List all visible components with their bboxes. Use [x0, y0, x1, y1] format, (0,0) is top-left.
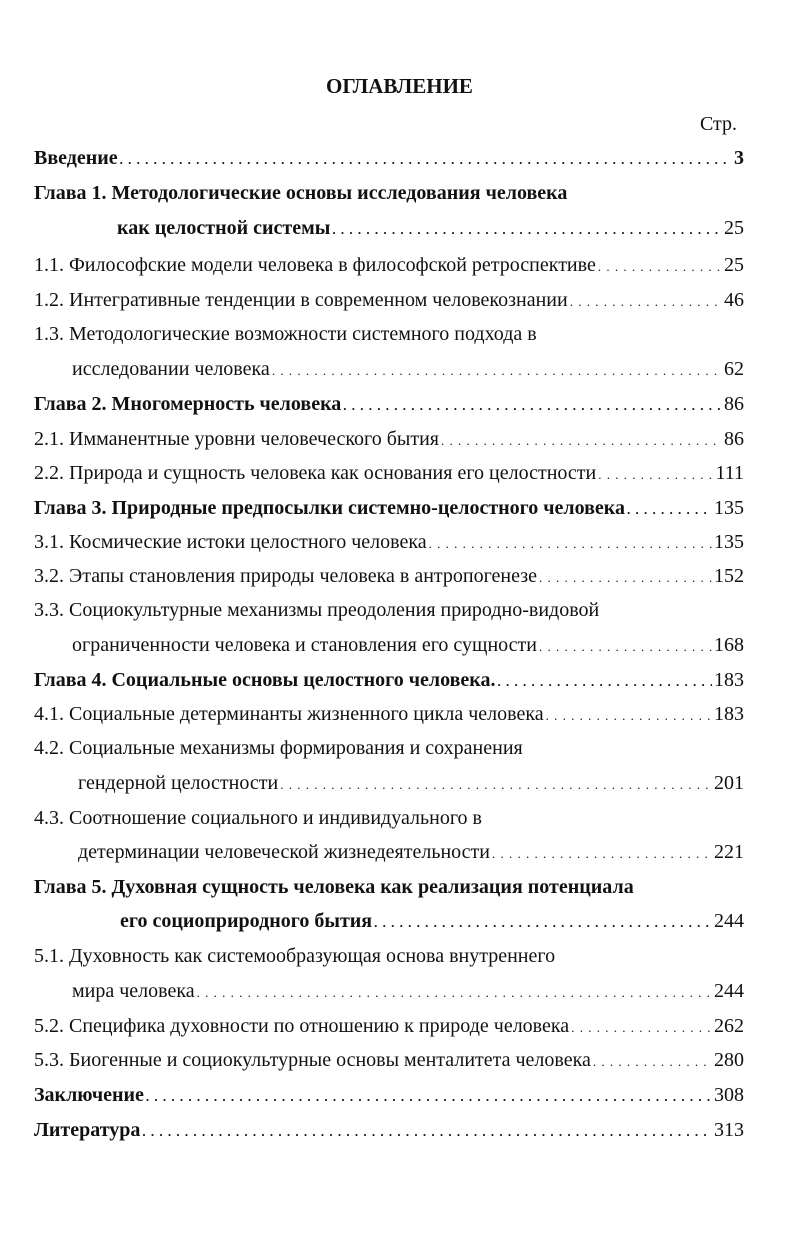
toc-entry-text: мира человека	[72, 980, 195, 1002]
leader-dots	[197, 979, 712, 1005]
toc-1-3-line1[interactable]: 1.3. Методологические возможности системного подхода в	[34, 323, 537, 345]
toc-entry-1-1[interactable]	[34, 253, 744, 279]
leader-dots	[429, 530, 712, 556]
leader-dots	[142, 1118, 712, 1144]
leader-dots	[539, 564, 712, 590]
toc-entry-text: детерминации человеческой жизнедеятельности	[78, 841, 490, 863]
leader-dots	[332, 216, 722, 242]
leader-dots	[280, 771, 712, 797]
toc-entry-page: 168	[714, 634, 744, 656]
toc-entry-1-3[interactable]	[72, 357, 744, 383]
leader-dots	[539, 633, 712, 659]
toc-entry-references[interactable]	[34, 1118, 744, 1144]
toc-entry-text: 4.1. Социальные детерминанты жизненного цикла человека	[34, 703, 544, 725]
toc-entry-text: 3.2. Этапы становления природы человека в антропогенезе	[34, 565, 538, 587]
toc-5-1-line1[interactable]: 5.1. Духовность как системообразующая основа внутреннего	[34, 945, 556, 967]
toc-entry-text: Глава 2. Многомерность человека	[34, 393, 342, 415]
leader-dots	[598, 253, 722, 279]
leader-dots	[120, 146, 732, 172]
toc-entry-page: 152	[714, 565, 744, 587]
toc-chapter-1-line1[interactable]: Глава 1. Методологические основы исследования человека	[34, 182, 568, 204]
toc-entry-text: ограниченности человека и становления его сущности	[72, 634, 537, 656]
leader-dots	[374, 909, 712, 935]
leader-dots	[498, 668, 713, 694]
toc-entry-text: 5.2. Специфика духовности по отношению к природе человека	[34, 1015, 570, 1037]
page-column-label: Стр.	[699, 113, 737, 135]
toc-entry-text: 1.2. Интегративные тенденции в современном человекознании	[34, 289, 568, 311]
leader-dots	[546, 702, 712, 728]
toc-entry-text: его социоприродного бытия	[120, 910, 373, 932]
toc-entry-page: 262	[714, 1015, 744, 1037]
toc-entry-chapter-4[interactable]	[34, 668, 744, 694]
leader-dots	[146, 1083, 712, 1109]
toc-entry-page: 244	[714, 980, 744, 1002]
toc-entry-page: 308	[714, 1084, 744, 1106]
toc-entry-page: 280	[714, 1049, 744, 1071]
toc-entry-text: 5.3. Биогенные и социокультурные основы менталитета человека	[34, 1049, 591, 1071]
toc-chapter-5-line1[interactable]: Глава 5. Духовная сущность человека как реализация потенциала	[34, 876, 634, 898]
toc-entry-5-1[interactable]	[72, 979, 744, 1005]
toc-entry-chapter-3[interactable]	[34, 496, 744, 522]
toc-entry-page: 135	[714, 497, 744, 519]
toc-entry-page: 62	[724, 358, 744, 380]
toc-entry-text: исследовании человека	[72, 358, 270, 380]
toc-entry-page: 183	[714, 669, 744, 691]
leader-dots	[571, 1014, 712, 1040]
toc-entry-text: Глава 3. Природные предпосылки системно-целостного человека	[34, 497, 626, 519]
toc-entry-text: гендерной целостности	[78, 772, 279, 794]
leader-dots	[343, 392, 722, 418]
toc-entry-page: 221	[714, 841, 744, 863]
toc-entry-text: 1.1. Философские модели человека в философской ретроспективе	[34, 254, 596, 276]
toc-entry-1-2[interactable]	[34, 288, 744, 314]
toc-entry-page: 201	[714, 772, 744, 794]
leader-dots	[441, 427, 722, 453]
toc-entry-page: 25	[724, 254, 744, 276]
leader-dots	[492, 840, 712, 866]
toc-entry-page: 86	[724, 393, 744, 415]
toc-entry-text: Заключение	[34, 1084, 144, 1106]
toc-entry-4-2[interactable]	[78, 771, 744, 797]
toc-entry-5-3[interactable]	[34, 1048, 744, 1074]
toc-3-3-line1[interactable]: 3.3. Социокультурные механизмы преодоления природно-видовой	[34, 599, 600, 621]
toc-entry-page: 46	[724, 289, 744, 311]
leader-dots	[593, 1048, 712, 1074]
toc-entry-3-3[interactable]	[72, 633, 744, 659]
toc-4-3-line1[interactable]: 4.3. Соотношение социального и индивидуального в	[34, 807, 482, 829]
toc-entry-3-1[interactable]	[34, 530, 744, 556]
toc-entry-2-1[interactable]	[34, 427, 744, 453]
document-title: ОГЛАВЛЕНИЕ	[326, 74, 473, 98]
toc-entry-conclusion[interactable]	[34, 1083, 744, 1109]
toc-entry-page: 25	[724, 217, 744, 239]
toc-entry-chapter-1[interactable]	[117, 216, 744, 242]
toc-entry-text: Литература	[34, 1119, 141, 1141]
toc-entry-text: 3.1. Космические истоки целостного человека	[34, 531, 427, 553]
toc-entry-page: 313	[714, 1119, 744, 1141]
toc-entry-text: Глава 4. Социальные основы целостного человека.	[34, 669, 496, 691]
toc-entry-page: 244	[714, 910, 744, 932]
leader-dots	[627, 496, 712, 522]
toc-entry-text: 2.1. Имманентные уровни человеческого бытия	[34, 428, 439, 450]
toc-entry-text: 2.2. Природа и сущность человека как основания его целостности	[34, 462, 597, 484]
toc-entry-page: 183	[714, 703, 744, 725]
toc-entry-text: как целостной системы	[117, 217, 331, 239]
toc-entry-page: 86	[724, 428, 744, 450]
toc-4-2-line1[interactable]: 4.2. Социальные механизмы формирования и сохранения	[34, 737, 523, 759]
toc-entry-introduction[interactable]	[34, 146, 744, 172]
toc-entry-chapter-2[interactable]	[34, 392, 744, 418]
toc-entry-text: Введение	[34, 147, 118, 169]
toc-entry-4-3[interactable]	[78, 840, 744, 866]
toc-entry-4-1[interactable]	[34, 702, 744, 728]
toc-entry-2-2[interactable]	[34, 461, 744, 487]
toc-entry-page: 111	[715, 462, 744, 484]
toc-entry-page: 3	[734, 147, 744, 169]
leader-dots	[272, 357, 722, 383]
toc-entry-page: 135	[714, 531, 744, 553]
toc-entry-3-2[interactable]	[34, 564, 744, 590]
leader-dots	[598, 461, 713, 487]
toc-entry-5-2[interactable]	[34, 1014, 744, 1040]
leader-dots	[570, 288, 722, 314]
toc-entry-chapter-5[interactable]	[120, 909, 744, 935]
